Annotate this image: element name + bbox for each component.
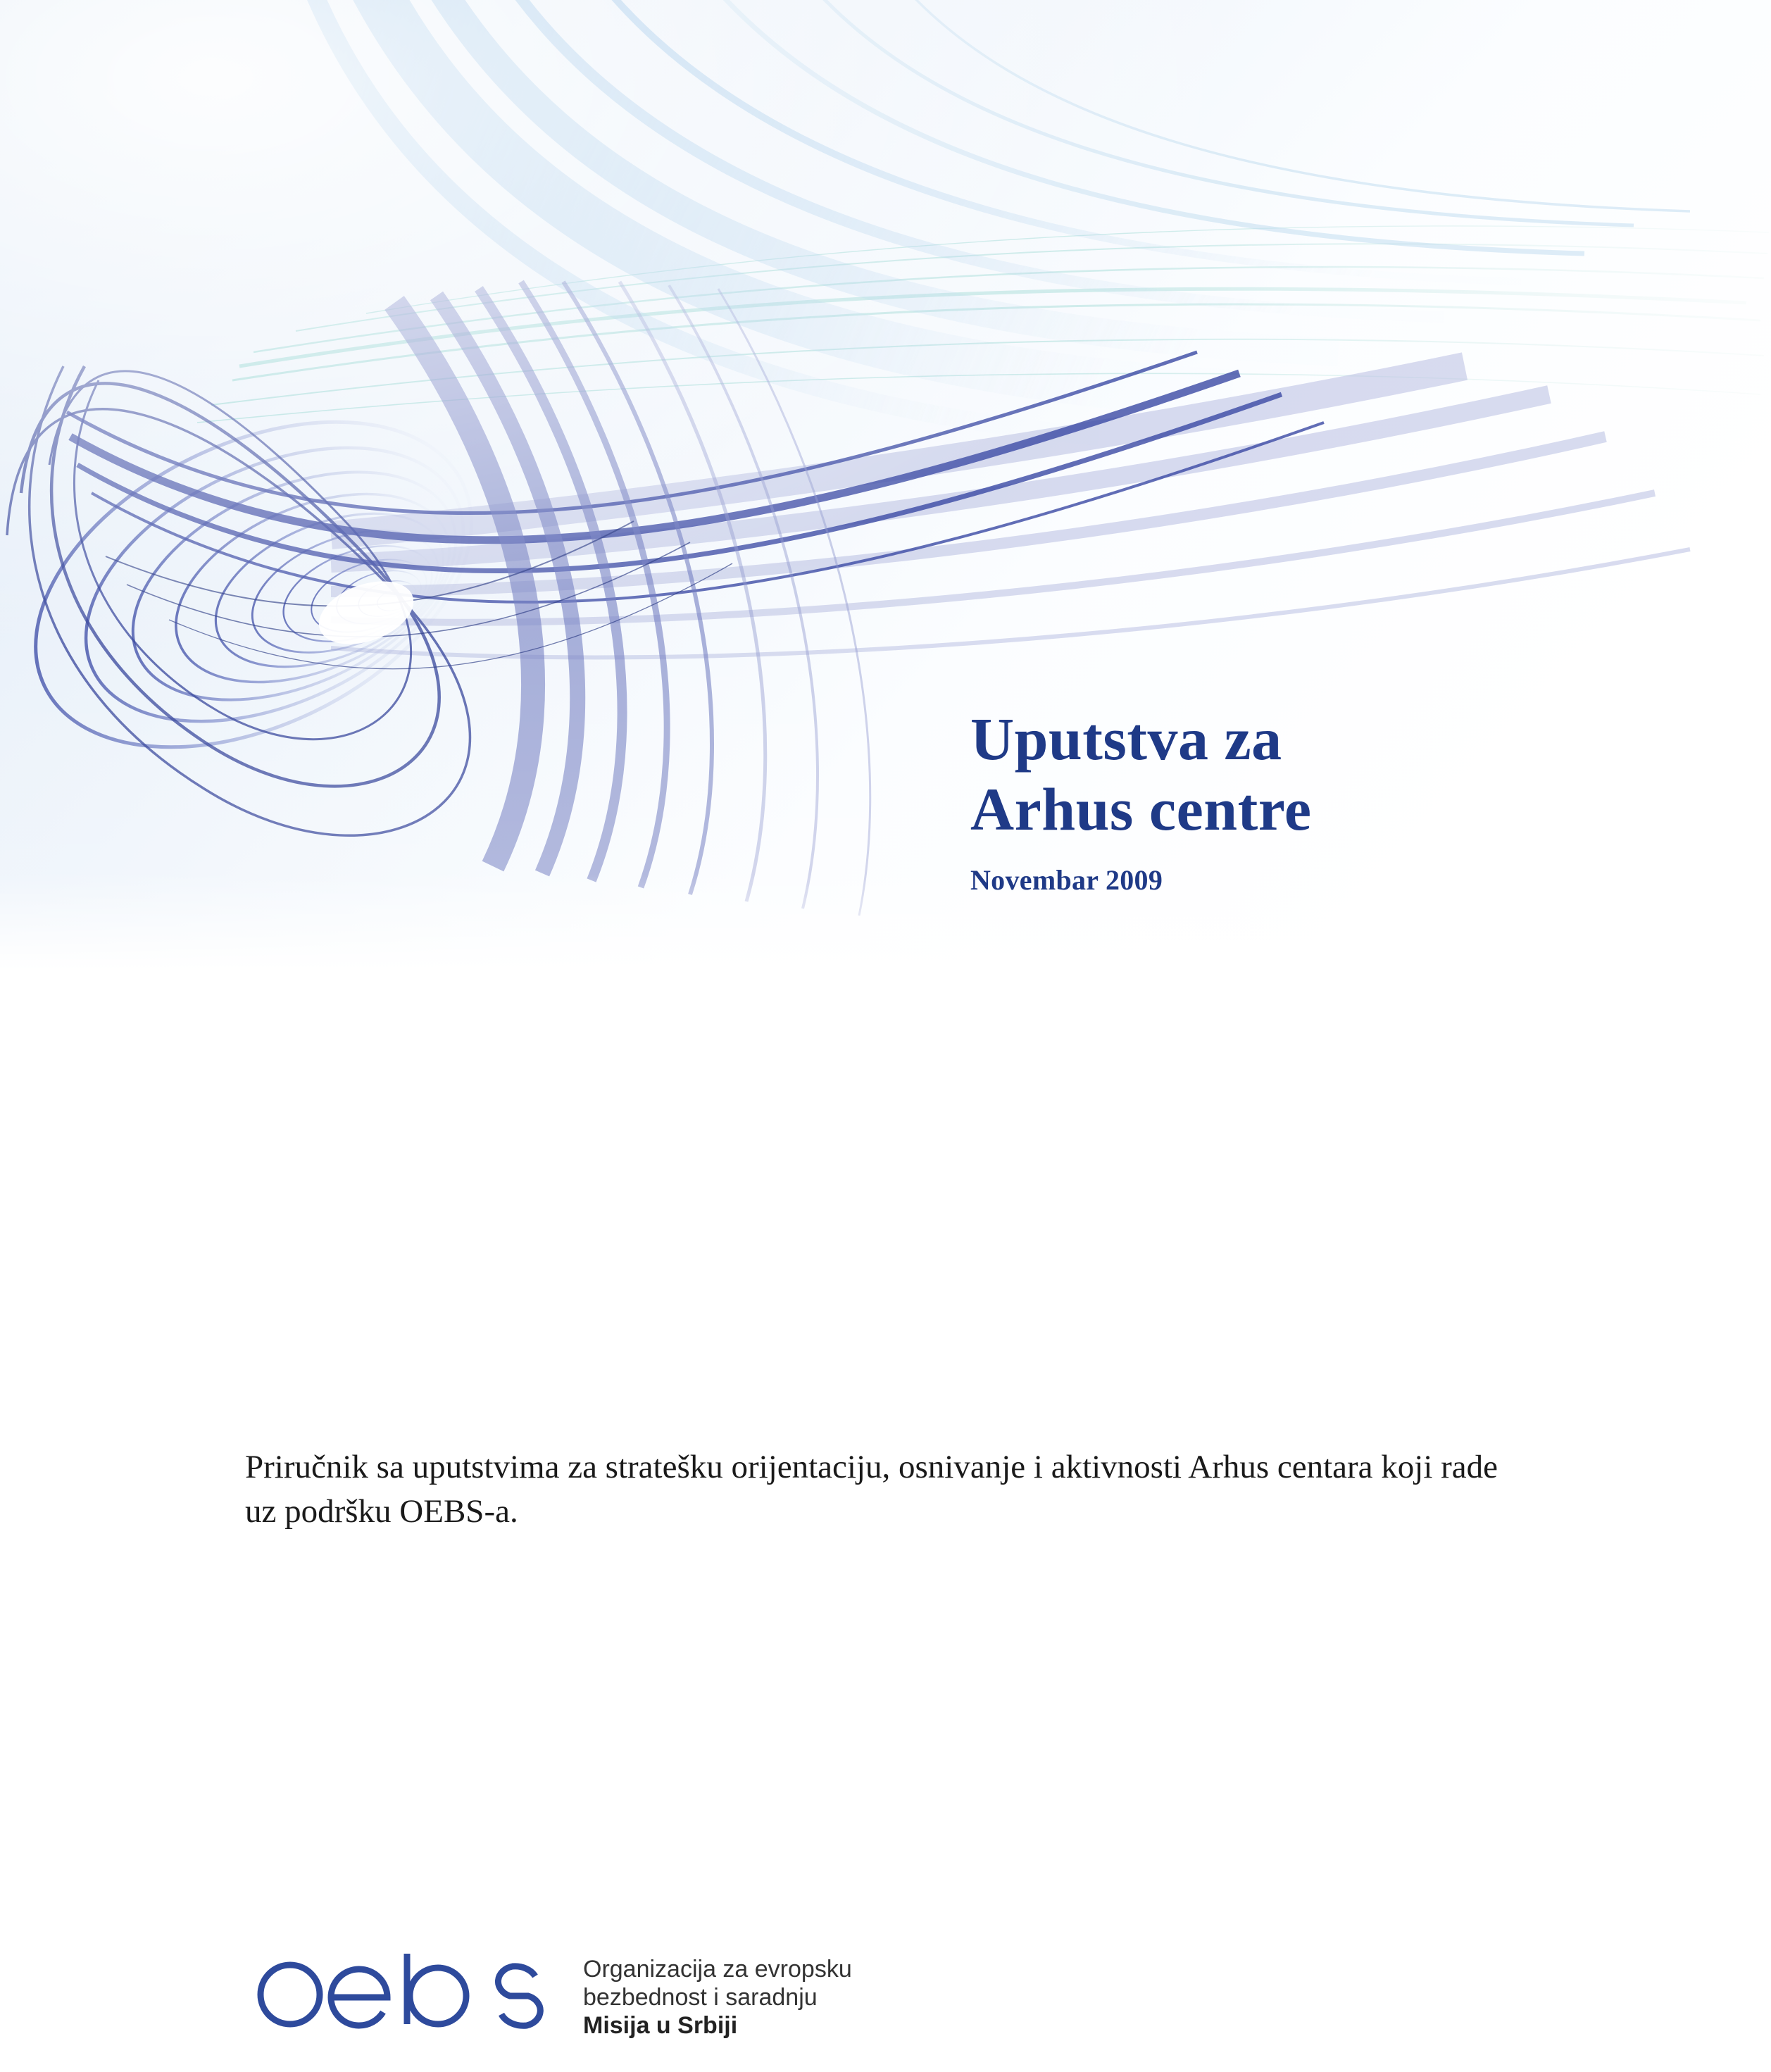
organization-name — [583, 1955, 852, 2041]
cover-subtitle: Priručnik sa uputstvima za stratešku orijentaciju, osnivanje i aktivnosti Arhus centara koji rade uz podršku OEBS-a. — [245, 1449, 1498, 1530]
page-title-line-2: Arhus centre — [970, 775, 1312, 843]
oebs-logo-glyphs — [254, 1951, 556, 2034]
organization-logo — [254, 1951, 852, 2041]
cover-title-block — [970, 704, 1675, 897]
org-line-2: bezbednost i saradnju — [583, 1984, 818, 2011]
publication-date: Novembar 2009 — [970, 863, 1163, 896]
org-line-1: Organizacija za evropsku — [583, 1956, 852, 1983]
page-title-line-1: Uputstva za — [970, 705, 1282, 773]
org-line-3: Misija u Srbiji — [583, 2012, 738, 2040]
oebs-wordmark-icon — [254, 1951, 556, 2034]
